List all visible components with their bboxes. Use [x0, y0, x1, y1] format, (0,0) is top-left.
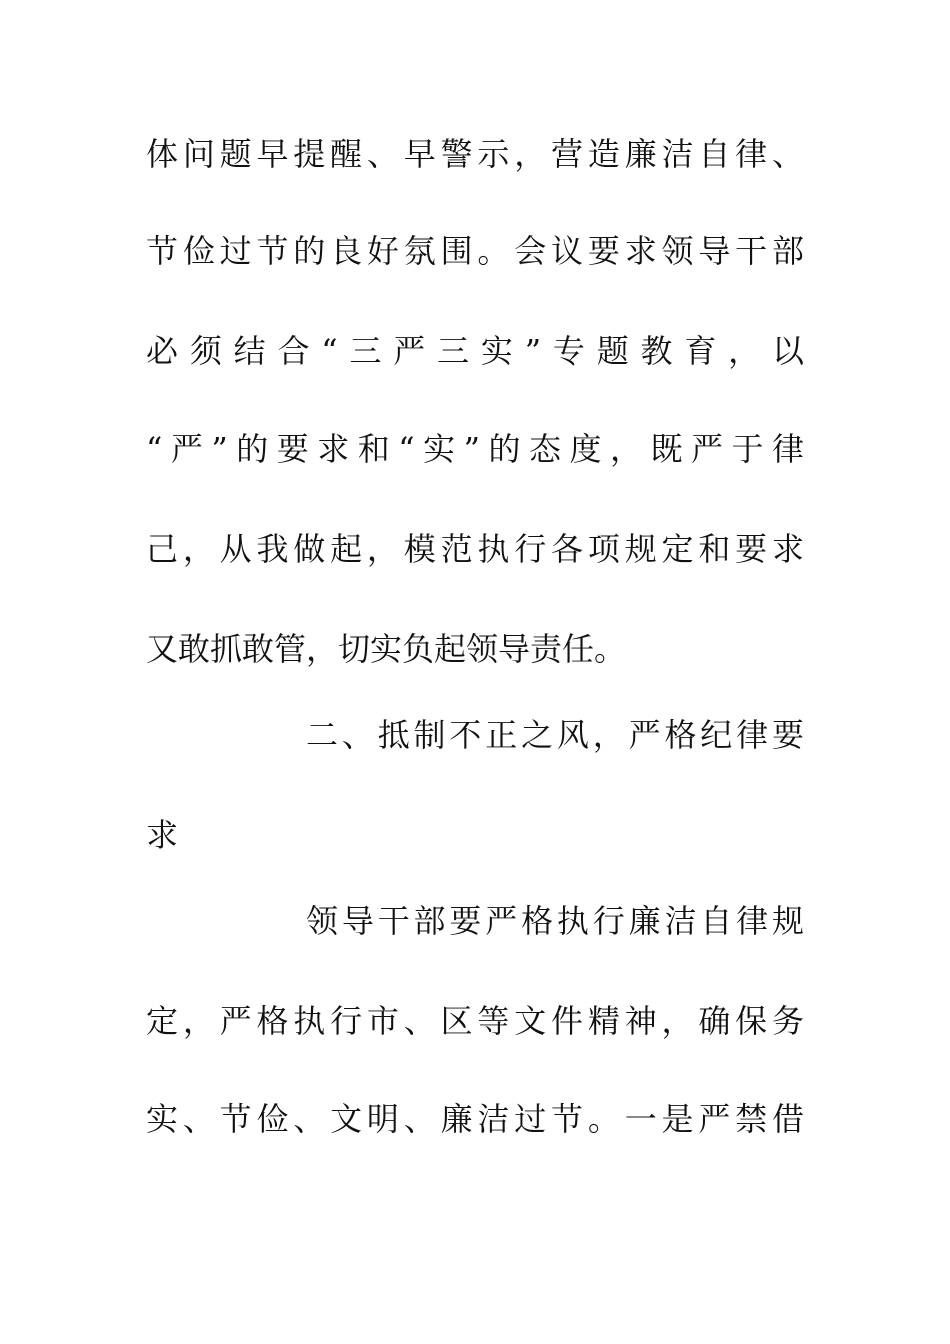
section-heading: 二、抵制不正之风，严格纪律要 — [306, 716, 804, 754]
body-text-line: 己，从我做起，模范执行各项规定和要求 — [146, 530, 804, 568]
paragraph-text-line: 实、节俭、文明、廉洁过节。一是严禁借 — [146, 1100, 804, 1138]
body-text-line: 体问题早提醒、早警示，营造廉洁自律、 — [146, 135, 804, 173]
paragraph-text-line: 领导干部要严格执行廉洁自律规 — [306, 902, 804, 940]
section-heading-continuation: 求 — [146, 816, 179, 854]
paragraph-text-line: 定，严格执行市、区等文件精神，确保务 — [146, 1002, 804, 1040]
body-text-line: 必须结合“三严三实”专题教育，以 — [146, 332, 804, 370]
body-text-line: 又敢抓敢管，切实负起领导责任。 — [146, 630, 627, 668]
body-text-line: “严”的要求和“实”的态度，既严于律 — [146, 430, 804, 468]
body-text-line: 节俭过节的良好氛围。会议要求领导干部 — [146, 232, 804, 270]
